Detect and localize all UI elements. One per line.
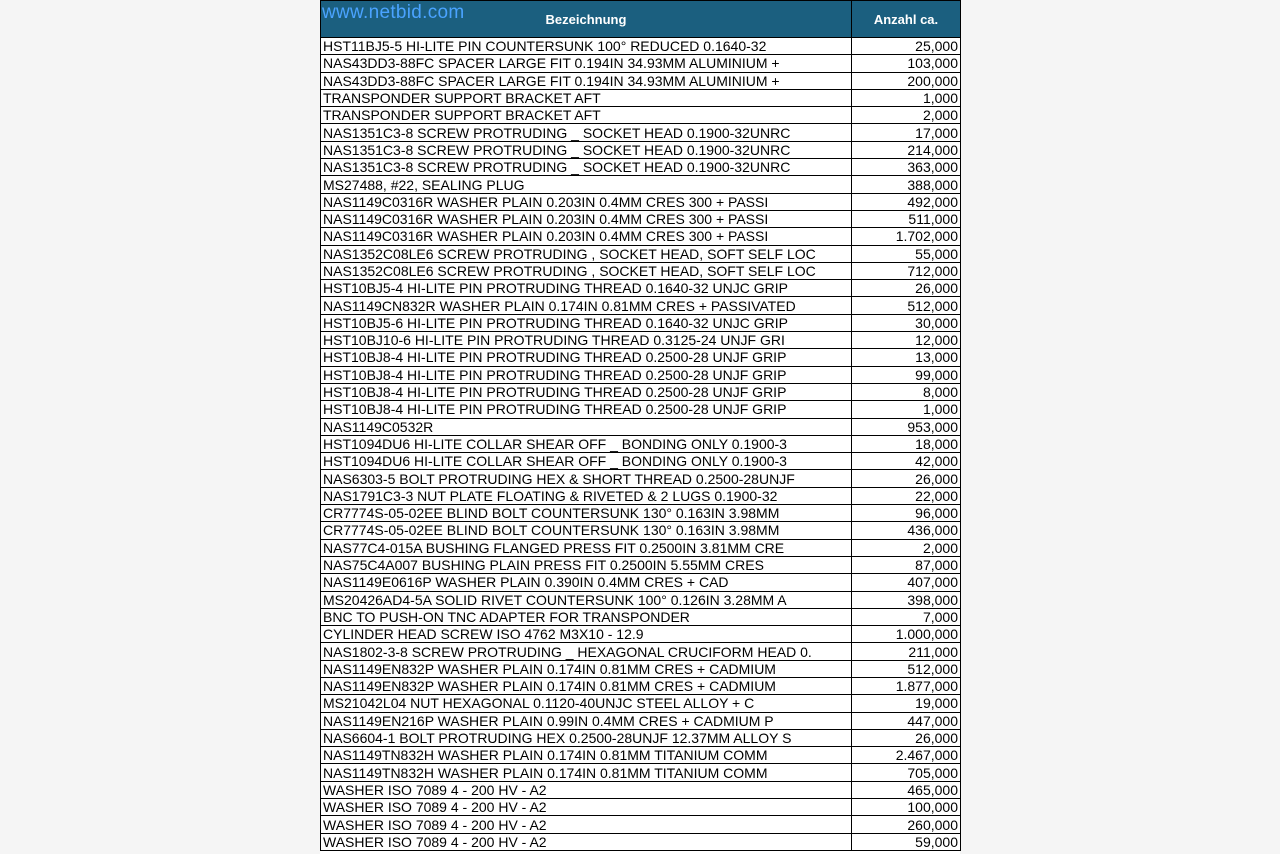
part-quantity: 465,000 <box>852 781 961 798</box>
table-row <box>321 401 961 418</box>
part-quantity: 2,000 <box>852 107 961 124</box>
part-description: HST10BJ8-4 HI-LITE PIN PROTRUDING THREAD 0.2500-28 UNJF GRIP <box>321 383 852 400</box>
column-header-description: Bezeichnung <box>321 1 852 38</box>
part-description: NAS1149EN832P WASHER PLAIN 0.174IN 0.81MM CRES + CADMIUM <box>321 677 852 694</box>
table-row <box>321 349 961 366</box>
part-quantity: 99,000 <box>852 366 961 383</box>
part-quantity: 2.467,000 <box>852 747 961 764</box>
table-row <box>321 747 961 764</box>
table-row <box>321 193 961 210</box>
part-description: MS20426AD4-5A SOLID RIVET COUNTERSUNK 100° 0.126IN 3.28MM A <box>321 591 852 608</box>
part-description: NAS1352C08LE6 SCREW PROTRUDING , SOCKET HEAD, SOFT SELF LOC <box>321 245 852 262</box>
table-row <box>321 418 961 435</box>
part-description: CR7774S-05-02EE BLIND BOLT COUNTERSUNK 130° 0.163IN 3.98MM <box>321 522 852 539</box>
table-row <box>321 383 961 400</box>
part-quantity: 8,000 <box>852 383 961 400</box>
part-description: HST11BJ5-5 HI-LITE PIN COUNTERSUNK 100° REDUCED 0.1640-32 <box>321 38 852 55</box>
part-quantity: 30,000 <box>852 314 961 331</box>
part-quantity: 1,000 <box>852 401 961 418</box>
part-quantity: 407,000 <box>852 574 961 591</box>
part-description: NAS1351C3-8 SCREW PROTRUDING _ SOCKET HEAD 0.1900-32UNRC <box>321 159 852 176</box>
part-quantity: 26,000 <box>852 729 961 746</box>
table-row <box>321 176 961 193</box>
part-description: NAS1149C0316R WASHER PLAIN 0.203IN 0.4MM CRES 300 + PASSI <box>321 210 852 227</box>
table-row <box>321 245 961 262</box>
table-row <box>321 280 961 297</box>
part-description: NAS1352C08LE6 SCREW PROTRUDING , SOCKET HEAD, SOFT SELF LOC <box>321 262 852 279</box>
part-quantity: 1.877,000 <box>852 677 961 694</box>
table-row <box>321 89 961 106</box>
table-row <box>321 159 961 176</box>
part-quantity: 447,000 <box>852 712 961 729</box>
table-row <box>321 505 961 522</box>
part-description: HST1094DU6 HI-LITE COLLAR SHEAR OFF _ BONDING ONLY 0.1900-3 <box>321 453 852 470</box>
part-description: NAS1149EN832P WASHER PLAIN 0.174IN 0.81MM CRES + CADMIUM <box>321 660 852 677</box>
table-row <box>321 107 961 124</box>
part-description: NAS1149CN832R WASHER PLAIN 0.174IN 0.81MM CRES + PASSIVATED <box>321 297 852 314</box>
part-quantity: 87,000 <box>852 556 961 573</box>
part-description: NAS1149TN832H WASHER PLAIN 0.174IN 0.81MM TITANIUM COMM <box>321 747 852 764</box>
table-row <box>321 55 961 72</box>
part-description: CR7774S-05-02EE BLIND BOLT COUNTERSUNK 130° 0.163IN 3.98MM <box>321 505 852 522</box>
table-row <box>321 487 961 504</box>
part-description: MS27488, #22, SEALING PLUG <box>321 176 852 193</box>
part-description: WASHER ISO 7089 4 - 200 HV - A2 <box>321 816 852 833</box>
part-description: HST10BJ8-4 HI-LITE PIN PROTRUDING THREAD 0.2500-28 UNJF GRIP <box>321 401 852 418</box>
part-quantity: 492,000 <box>852 193 961 210</box>
part-quantity: 705,000 <box>852 764 961 781</box>
part-description: MS21042L04 NUT HEXAGONAL 0.1120-40UNJC STEEL ALLOY + C <box>321 695 852 712</box>
table-row <box>321 833 961 850</box>
table-row <box>321 453 961 470</box>
part-quantity: 1,000 <box>852 89 961 106</box>
part-quantity: 200,000 <box>852 72 961 89</box>
part-quantity: 511,000 <box>852 210 961 227</box>
table-row <box>321 297 961 314</box>
part-description: TRANSPONDER SUPPORT BRACKET AFT <box>321 107 852 124</box>
part-description: NAS1149TN832H WASHER PLAIN 0.174IN 0.81MM TITANIUM COMM <box>321 764 852 781</box>
table-row <box>321 677 961 694</box>
part-description: WASHER ISO 7089 4 - 200 HV - A2 <box>321 833 852 850</box>
part-quantity: 12,000 <box>852 332 961 349</box>
table-body <box>321 38 961 851</box>
table-row <box>321 799 961 816</box>
part-description: HST1094DU6 HI-LITE COLLAR SHEAR OFF _ BONDING ONLY 0.1900-3 <box>321 435 852 452</box>
part-description: NAS75C4A007 BUSHING PLAIN PRESS FIT 0.2500IN 5.55MM CRES <box>321 556 852 573</box>
part-description: NAS1351C3-8 SCREW PROTRUDING _ SOCKET HEAD 0.1900-32UNRC <box>321 141 852 158</box>
watermark: www.netbid.com <box>322 2 465 23</box>
table-row <box>321 332 961 349</box>
table-row <box>321 124 961 141</box>
part-description: HST10BJ5-6 HI-LITE PIN PROTRUDING THREAD 0.1640-32 UNJC GRIP <box>321 314 852 331</box>
part-description: NAS1802-3-8 SCREW PROTRUDING _ HEXAGONAL CRUCIFORM HEAD 0. <box>321 643 852 660</box>
table-row <box>321 366 961 383</box>
table-row <box>321 660 961 677</box>
part-description: NAS1149EN216P WASHER PLAIN 0.99IN 0.4MM CRES + CADMIUM P <box>321 712 852 729</box>
part-quantity: 388,000 <box>852 176 961 193</box>
part-quantity: 398,000 <box>852 591 961 608</box>
part-quantity: 96,000 <box>852 505 961 522</box>
table-row <box>321 764 961 781</box>
parts-list-sheet <box>320 0 960 854</box>
part-quantity: 1.000,000 <box>852 626 961 643</box>
part-quantity: 712,000 <box>852 262 961 279</box>
table-row <box>321 729 961 746</box>
part-quantity: 214,000 <box>852 141 961 158</box>
part-description: HST10BJ10-6 HI-LITE PIN PROTRUDING THREAD 0.3125-24 UNJF GRI <box>321 332 852 349</box>
table-row <box>321 210 961 227</box>
part-description: NAS1791C3-3 NUT PLATE FLOATING & RIVETED & 2 LUGS 0.1900-32 <box>321 487 852 504</box>
part-description: HST10BJ8-4 HI-LITE PIN PROTRUDING THREAD 0.2500-28 UNJF GRIP <box>321 366 852 383</box>
part-quantity: 18,000 <box>852 435 961 452</box>
part-description: HST10BJ5-4 HI-LITE PIN PROTRUDING THREAD 0.1640-32 UNJC GRIP <box>321 280 852 297</box>
table-row <box>321 574 961 591</box>
table-row <box>321 556 961 573</box>
part-description: NAS1351C3-8 SCREW PROTRUDING _ SOCKET HEAD 0.1900-32UNRC <box>321 124 852 141</box>
part-quantity: 42,000 <box>852 453 961 470</box>
part-description: TRANSPONDER SUPPORT BRACKET AFT <box>321 89 852 106</box>
part-description: NAS6604-1 BOLT PROTRUDING HEX 0.2500-28UNJF 12.37MM ALLOY S <box>321 729 852 746</box>
table-row <box>321 262 961 279</box>
part-quantity: 22,000 <box>852 487 961 504</box>
table-row <box>321 141 961 158</box>
parts-table <box>320 0 961 851</box>
table-row <box>321 228 961 245</box>
part-quantity: 436,000 <box>852 522 961 539</box>
part-description: NAS6303-5 BOLT PROTRUDING HEX & SHORT THREAD 0.2500-28UNJF <box>321 470 852 487</box>
part-quantity: 13,000 <box>852 349 961 366</box>
part-quantity: 103,000 <box>852 55 961 72</box>
table-row <box>321 38 961 55</box>
table-row <box>321 539 961 556</box>
part-description: NAS1149C0316R WASHER PLAIN 0.203IN 0.4MM CRES 300 + PASSI <box>321 193 852 210</box>
part-quantity: 25,000 <box>852 38 961 55</box>
table-row <box>321 72 961 89</box>
part-description: NAS1149C0316R WASHER PLAIN 0.203IN 0.4MM CRES 300 + PASSI <box>321 228 852 245</box>
part-description: CYLINDER HEAD SCREW ISO 4762 M3X10 - 12.9 <box>321 626 852 643</box>
table-row <box>321 695 961 712</box>
part-quantity: 1.702,000 <box>852 228 961 245</box>
part-quantity: 7,000 <box>852 608 961 625</box>
part-quantity: 55,000 <box>852 245 961 262</box>
part-description: NAS43DD3-88FC SPACER LARGE FIT 0.194IN 34.93MM ALUMINIUM + <box>321 72 852 89</box>
part-quantity: 100,000 <box>852 799 961 816</box>
part-quantity: 211,000 <box>852 643 961 660</box>
part-quantity: 260,000 <box>852 816 961 833</box>
part-quantity: 953,000 <box>852 418 961 435</box>
table-row <box>321 591 961 608</box>
table-row <box>321 470 961 487</box>
table-row <box>321 608 961 625</box>
part-description: WASHER ISO 7089 4 - 200 HV - A2 <box>321 799 852 816</box>
part-description: NAS1149E0616P WASHER PLAIN 0.390IN 0.4MM CRES + CAD <box>321 574 852 591</box>
part-quantity: 19,000 <box>852 695 961 712</box>
table-row <box>321 626 961 643</box>
part-quantity: 26,000 <box>852 280 961 297</box>
part-quantity: 363,000 <box>852 159 961 176</box>
part-description: NAS77C4-015A BUSHING FLANGED PRESS FIT 0.2500IN 3.81MM CRE <box>321 539 852 556</box>
table-row <box>321 522 961 539</box>
part-description: HST10BJ8-4 HI-LITE PIN PROTRUDING THREAD 0.2500-28 UNJF GRIP <box>321 349 852 366</box>
part-quantity: 59,000 <box>852 833 961 850</box>
part-description: NAS43DD3-88FC SPACER LARGE FIT 0.194IN 34.93MM ALUMINIUM + <box>321 55 852 72</box>
table-row <box>321 781 961 798</box>
part-quantity: 17,000 <box>852 124 961 141</box>
part-quantity: 2,000 <box>852 539 961 556</box>
part-description: NAS1149C0532R <box>321 418 852 435</box>
table-row <box>321 712 961 729</box>
part-quantity: 512,000 <box>852 660 961 677</box>
part-quantity: 26,000 <box>852 470 961 487</box>
column-header-quantity: Anzahl ca. <box>852 1 961 38</box>
part-quantity: 512,000 <box>852 297 961 314</box>
part-description: BNC TO PUSH-ON TNC ADAPTER FOR TRANSPONDER <box>321 608 852 625</box>
table-row <box>321 816 961 833</box>
part-description: WASHER ISO 7089 4 - 200 HV - A2 <box>321 781 852 798</box>
table-row <box>321 435 961 452</box>
table-row <box>321 643 961 660</box>
table-row <box>321 314 961 331</box>
